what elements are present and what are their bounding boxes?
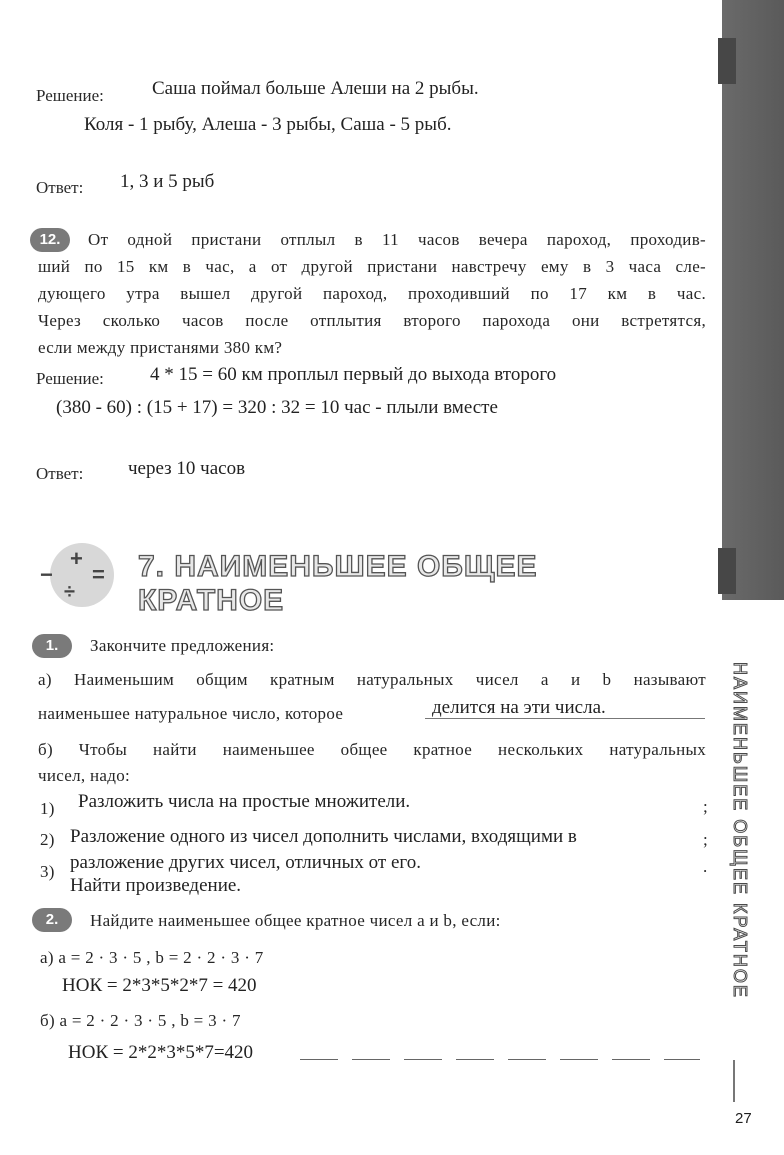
ex1-a-line1: а) Наименьшим общим кратным натуральных чисел a и b называют xyxy=(38,670,706,689)
svg-text:÷: ÷ xyxy=(64,581,75,603)
ex1-a-answer: делится на эти числа. xyxy=(432,697,606,718)
task12-text-line1: От одной пристани отплыл в 11 часов вечера пароход, проходив- xyxy=(88,230,706,249)
sidebar-tab-top xyxy=(718,38,736,84)
task11-solution-line2: Коля - 1 рыбу, Алеша - 3 рыбы, Саша - 5 рыб. xyxy=(84,114,452,135)
ex1-item2-num: 2) xyxy=(40,830,55,849)
task11-answer: 1, 3 и 5 рыб xyxy=(120,171,215,192)
task12-solution-label: Решение: xyxy=(36,369,104,388)
ex1-item2-end: ; xyxy=(703,830,709,849)
ex2-b-given: б) a = 2 · 2 · 3 · 5 , b = 3 · 7 xyxy=(40,1011,241,1030)
page-corner-line xyxy=(733,1060,735,1102)
math-symbols-icon xyxy=(30,540,134,610)
task12-text-line4: Через сколько часов после отплытия второго парохода они встретятся, xyxy=(38,311,706,330)
chapter-title-line1: 7. НАИМЕНЬШЕЕ ОБЩЕЕ xyxy=(138,550,538,583)
task12-text-line5: если между пристанями 380 км? xyxy=(38,338,283,357)
ex1-prompt: Закончите предложения: xyxy=(90,636,275,655)
ex1-b-line2: чисел, надо: xyxy=(38,766,131,785)
task12-text-line3: дующего утра вышел другой пароход, проходивший по 17 км в час. xyxy=(38,284,706,303)
task12-solution-line2: (380 - 60) : (15 + 17) = 320 : 32 = 10 час - плыли вместе xyxy=(56,397,498,418)
ex2-b-answer-line xyxy=(300,1059,700,1060)
ex2-a-answer: НОК = 2*3*5*2*7 = 420 xyxy=(62,975,257,996)
ex2-number-badge: 2. xyxy=(32,908,72,932)
ex2-prompt: Найдите наименьшее общее кратное чисел a и b, если: xyxy=(90,911,501,930)
ex1-item1-end: ; xyxy=(703,797,709,816)
sidebar-vertical-title: НАИМЕНЬШЕЕ ОБЩЕЕ КРАТНОЕ xyxy=(730,662,750,999)
task12-answer: через 10 часов xyxy=(128,458,246,479)
ex1-item1-num: 1) xyxy=(40,799,55,818)
task12-answer-label: Ответ: xyxy=(36,464,84,483)
ex1-item3-continuation: Найти произведение. xyxy=(70,875,242,896)
task11-answer-label: Ответ: xyxy=(36,178,84,197)
ex2-a-given: а) a = 2 · 3 · 5 , b = 2 · 2 · 3 · 7 xyxy=(40,948,264,967)
chapter-sidebar xyxy=(722,0,784,600)
ex1-a-answer-line xyxy=(425,718,705,719)
ex1-a-line2: наименьшее натуральное число, которое xyxy=(38,704,344,723)
ex1-item3-end: . xyxy=(703,857,708,876)
ex1-item1-text: Разложить числа на простые множители. xyxy=(78,791,411,812)
ex2-b-answer: НОК = 2*2*3*5*7=420 xyxy=(68,1042,254,1063)
ex1-item3-text: разложение других чисел, отличных от его. xyxy=(70,852,421,873)
svg-text:+: + xyxy=(70,546,83,571)
task12-text-line2: ший по 15 км в час, а от другой пристани навстречу ему в 3 часа сле- xyxy=(38,257,706,276)
chapter-title-line2: КРАТНОЕ xyxy=(138,584,285,617)
task12-solution-line1: 4 * 15 = 60 км проплыл первый до выхода второго xyxy=(150,364,557,385)
task12-number-badge: 12. xyxy=(30,228,70,252)
ex1-item3-num: 3) xyxy=(40,862,55,881)
ex1-item2-text: Разложение одного из чисел дополнить числами, входящими в xyxy=(70,826,577,847)
ex1-b-line1: б) Чтобы найти наименьшее общее кратное нескольких натуральных xyxy=(38,740,706,759)
ex1-number-badge: 1. xyxy=(32,634,72,658)
task11-solution-line1: Саша поймал больше Алеши на 2 рыбы. xyxy=(152,78,479,99)
svg-text:=: = xyxy=(92,562,105,587)
task11-solution-label: Решение: xyxy=(36,86,104,105)
svg-text:−: − xyxy=(40,562,53,587)
sidebar-tab-bottom xyxy=(718,548,736,594)
page-number: 27 xyxy=(735,1110,752,1127)
